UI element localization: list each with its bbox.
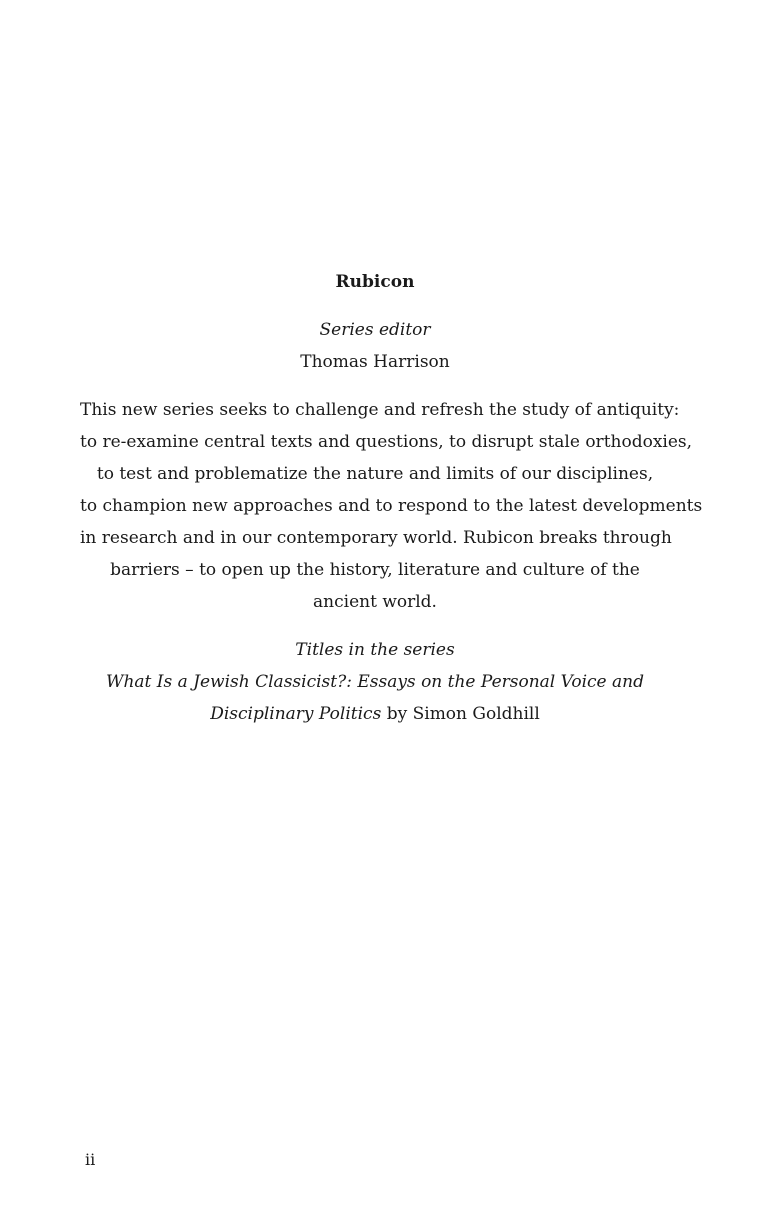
series-page-content: [80, 266, 703, 730]
series-editor-name: Thomas Harrison: [300, 352, 450, 372]
description-line: to re-examine central texts and questions, to disrupt stale orthodoxies,: [80, 432, 693, 452]
book-title-line-2: [80, 698, 670, 730]
description-line: to test and problematize the nature and limits of our disciplines,: [96, 464, 654, 484]
book-title-line-1: What Is a Jewish Classicist?: Essays on the Personal Voice and: [106, 672, 644, 692]
page-number: ii: [85, 1150, 96, 1169]
series-editor-label: Series editor: [319, 320, 431, 340]
book-byline: by Simon Goldhill: [381, 704, 540, 724]
series-title: Rubicon: [335, 272, 415, 292]
series-description: [80, 394, 703, 618]
description-line: to champion new approaches and to respond to the latest developments: [80, 496, 703, 516]
titles-in-series-label: Titles in the series: [295, 640, 455, 660]
book-title-continuation: Disciplinary Politics: [210, 704, 382, 724]
description-line: This new series seeks to challenge and refresh the study of antiquity:: [80, 400, 680, 420]
description-line: ancient world.: [313, 592, 437, 612]
series-title-entry: [80, 666, 670, 730]
description-line: barriers – to open up the history, literature and culture of the: [110, 560, 640, 580]
description-line: in research and in our contemporary world. Rubicon breaks through: [80, 528, 672, 548]
